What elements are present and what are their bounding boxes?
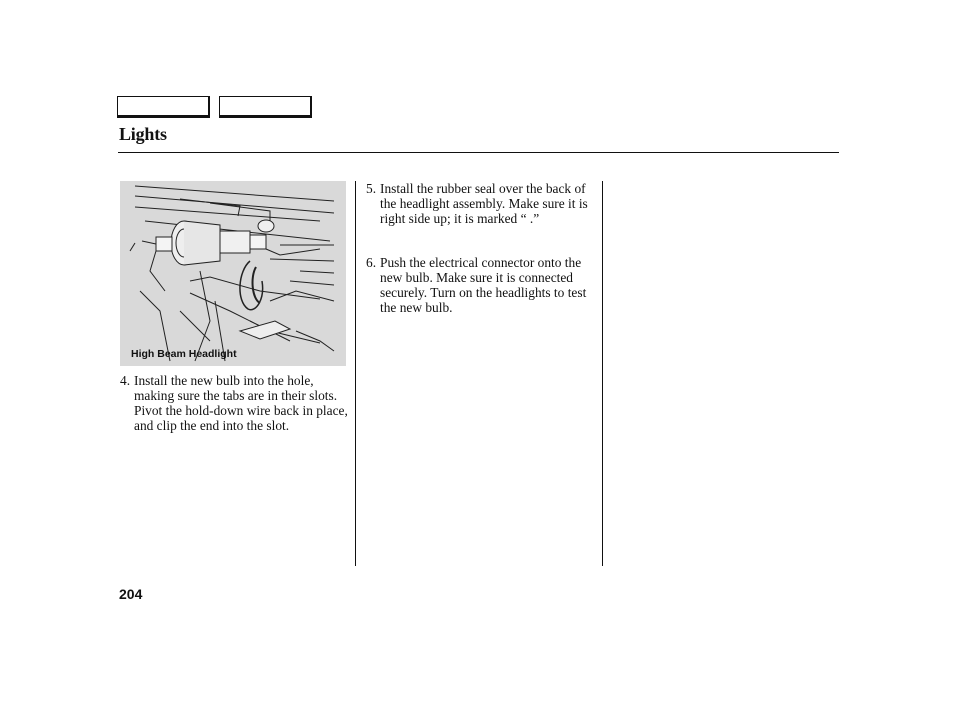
instruction-step-6 xyxy=(366,255,596,315)
figure-caption: High Beam Headlight xyxy=(131,348,237,360)
title-divider xyxy=(118,152,839,153)
index-button[interactable] xyxy=(219,96,312,118)
page-number: 204 xyxy=(119,586,143,602)
step-number: 4. xyxy=(120,373,131,388)
column-divider xyxy=(602,181,603,566)
step-number: 5. xyxy=(366,181,377,196)
column-divider xyxy=(355,181,356,566)
step-text: Push the electrical connector onto the new bulb. Make sure it is connected securely. Turn on the headlights to test the new bulb. xyxy=(380,255,587,315)
headlight-illustration xyxy=(120,181,346,366)
main-menu-button[interactable] xyxy=(117,96,210,118)
instruction-step-5 xyxy=(366,181,596,226)
instruction-step-4 xyxy=(120,373,348,433)
headlight-diagram xyxy=(120,181,346,366)
page-title: Lights xyxy=(119,124,167,144)
step-number: 6. xyxy=(366,255,377,270)
step-text: Install the rubber seal over the back of the headlight assembly. Make sure it is right side up; it is marked “ .” xyxy=(380,181,588,226)
step-text: Install the new bulb into the hole, making sure the tabs are in their slots. Pivot the hold-down wire back in place, and clip the end into the slot. xyxy=(134,373,348,433)
